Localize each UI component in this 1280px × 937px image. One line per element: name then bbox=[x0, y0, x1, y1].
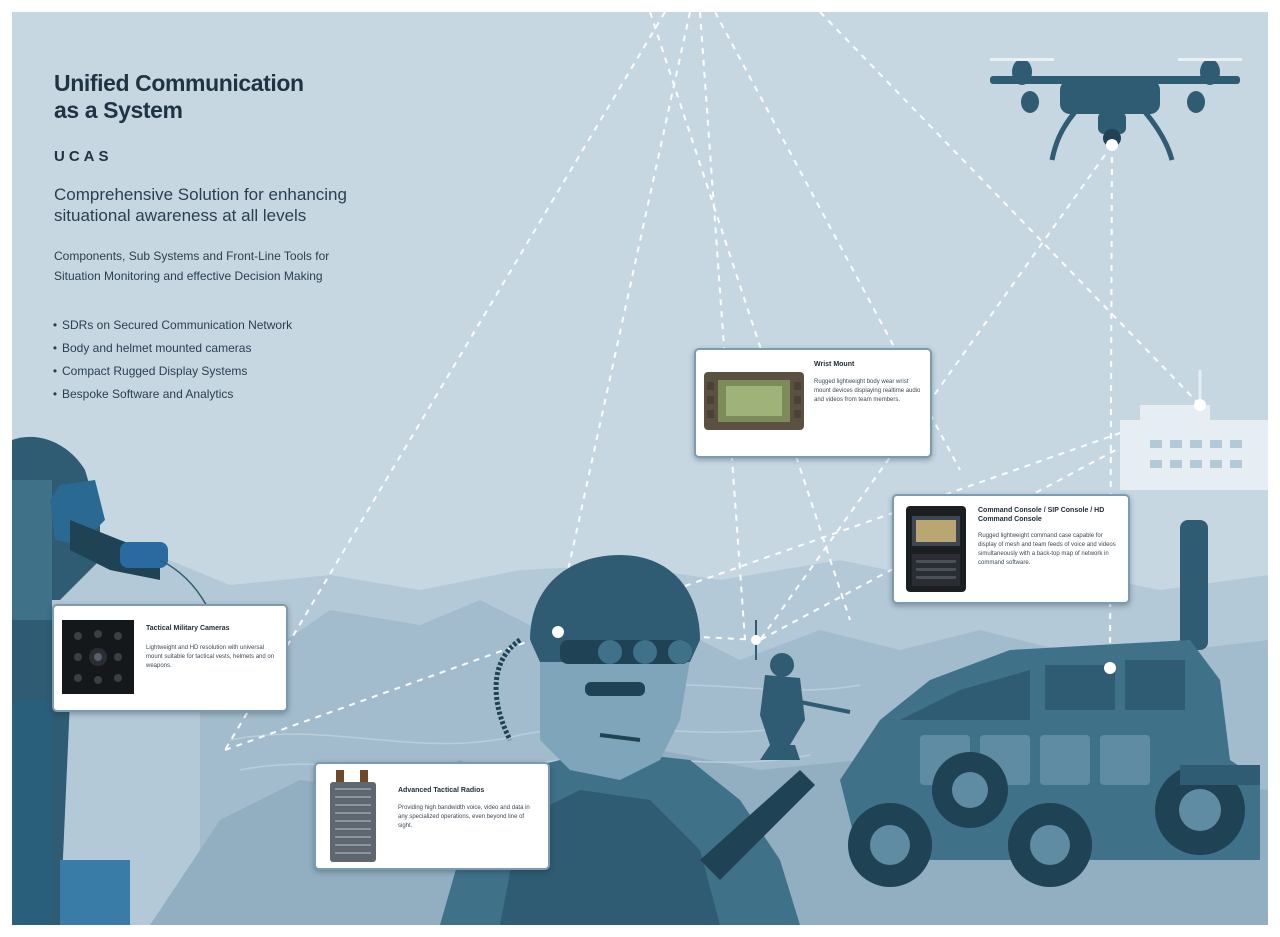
title-line-2: as a System bbox=[54, 97, 183, 123]
acronym: UCAS bbox=[54, 148, 113, 165]
callout-description: Rugged lightweight body wear wrist mount devices displaying realtime audio and videos from team members. bbox=[814, 379, 921, 403]
callout-title: Wrist Mount bbox=[814, 361, 855, 368]
tagline-line-2: situational awareness at all levels bbox=[54, 206, 307, 225]
wrist-mount-icon bbox=[704, 372, 804, 430]
page-title bbox=[54, 70, 374, 124]
callout-tactical-radios bbox=[314, 762, 550, 870]
callout-tactical-cameras bbox=[52, 604, 288, 712]
command-console-icon bbox=[906, 506, 966, 592]
title-line-1: Unified Communication bbox=[54, 70, 304, 96]
feature-item: • Bespoke Software and Analytics bbox=[48, 383, 292, 406]
callout-title: Command Console / SIP Console / HD Command Console bbox=[978, 507, 1105, 523]
callout-title: Tactical Military Cameras bbox=[146, 625, 230, 632]
description bbox=[54, 246, 394, 286]
feature-item: • SDRs on Secured Communication Network bbox=[48, 314, 292, 337]
callout-description: Lightweight and HD resolution with universal mount suitable for tactical vests, helmets and on weapons. bbox=[146, 645, 275, 669]
callout-title: Advanced Tactical Radios bbox=[398, 787, 485, 794]
callout-description: Providing high bandwidth voice, video and data in any specialized operations, even beyond line of sight. bbox=[398, 805, 530, 829]
feature-item: • Body and helmet mounted cameras bbox=[48, 337, 292, 360]
feature-item: • Compact Rugged Display Systems bbox=[48, 360, 292, 383]
feature-list bbox=[48, 314, 292, 406]
radio-icon bbox=[330, 770, 376, 862]
description-line-2: Situation Monitoring and effective Decision Making bbox=[54, 269, 323, 283]
callout-description: Rugged lightweight command case capable for display of mesh and team feeds of voice and videos simultaneously with a back-top map of network in command software. bbox=[978, 533, 1116, 566]
callout-wrist-mount bbox=[694, 348, 932, 458]
tagline bbox=[54, 184, 384, 226]
description-line-1: Components, Sub Systems and Front-Line Tools for bbox=[54, 249, 330, 263]
camera-icon bbox=[62, 620, 134, 694]
callout-command-console bbox=[892, 494, 1130, 604]
tagline-line-1: Comprehensive Solution for enhancing bbox=[54, 185, 347, 204]
